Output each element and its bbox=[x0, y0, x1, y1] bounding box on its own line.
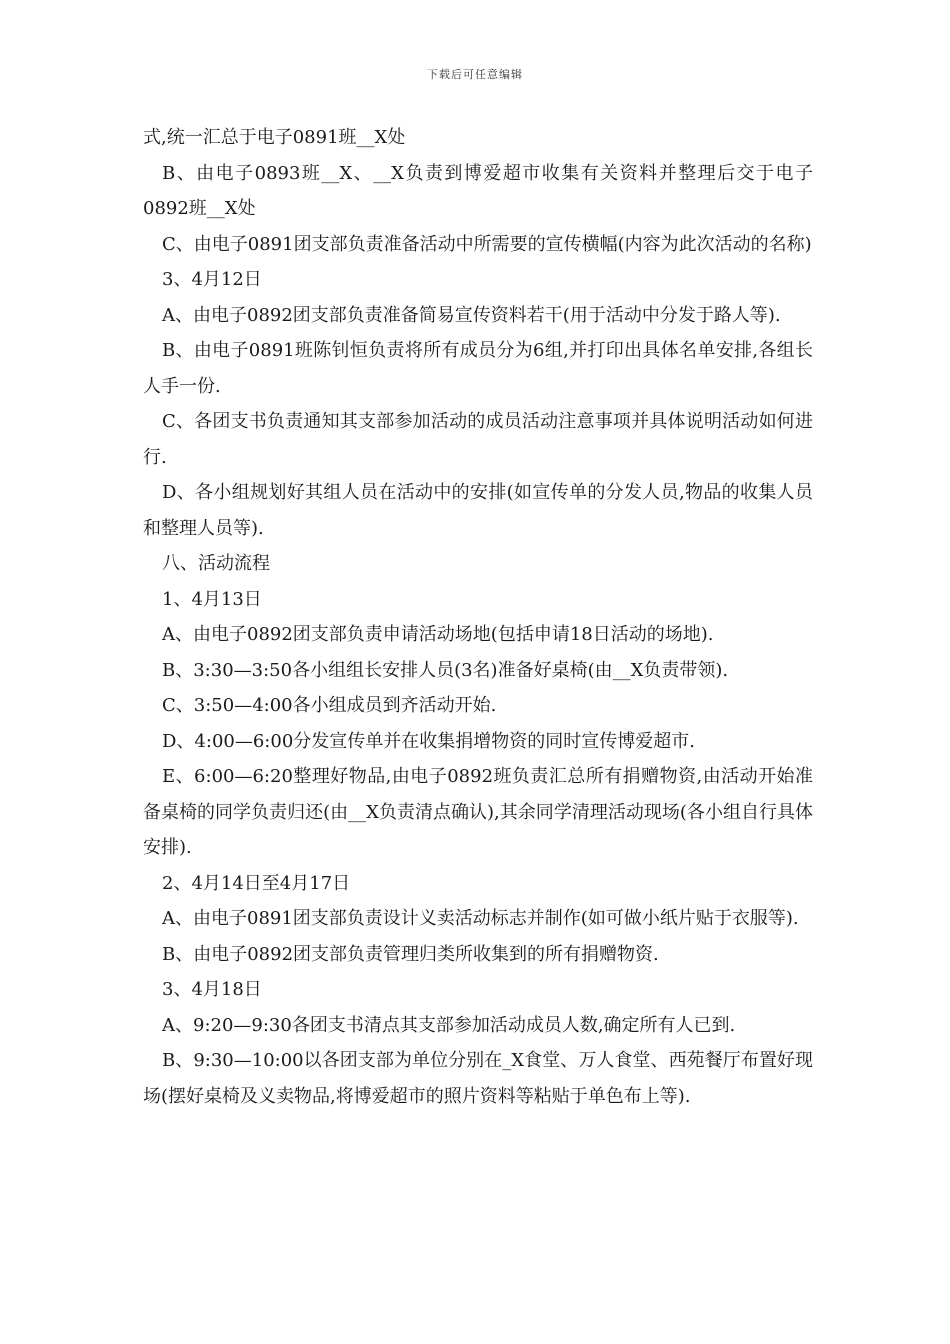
section-heading: 八、活动流程 bbox=[162, 553, 270, 574]
section-heading: 3、4月18日 bbox=[162, 979, 262, 1000]
paragraph: A、由电子0892团支部负责申请活动场地(包括申请18日活动的场地). bbox=[162, 624, 714, 645]
paragraph: 式,统一汇总于电子0891班__X处 bbox=[143, 127, 406, 148]
paragraph: E、6:00—6:20整理好物品,由电子0892班负责汇总所有捐赠物资,由活动开始准备桌椅的同学负责归还(由__X负责清点确认),其余同学清理活动现场(各小组自行具体安排). bbox=[143, 766, 813, 858]
section-heading: 2、4月14日至4月17日 bbox=[162, 872, 351, 894]
paragraph: C、由电子0891团支部负责准备活动中所需要的宣传横幅(内容为此次活动的名称) bbox=[162, 233, 812, 255]
paragraph: B、3:30—3:50各小组组长安排人员(3名)准备好桌椅(由__X负责带领). bbox=[162, 659, 729, 681]
paragraph: B、由电子0893班__X、__X负责到博爱超市收集有关资料并整理后交于电子0892班__X处 bbox=[143, 162, 813, 219]
paragraph: C、各团支书负责通知其支部参加活动的成员活动注意事项并具体说明活动如何进行. bbox=[143, 411, 813, 468]
paragraph: C、3:50—4:00各小组成员到齐活动开始. bbox=[162, 695, 497, 716]
paragraph: B、由电子0892团支部负责管理归类所收集到的所有捐赠物资. bbox=[162, 943, 659, 965]
paragraph: B、由电子0891班陈钊恒负责将所有成员分为6组,并打印出具体名单安排,各组长人手一份. bbox=[143, 340, 813, 397]
section-heading: 1、4月13日 bbox=[162, 588, 262, 610]
paragraph: A、由电子0891团支部负责设计义卖活动标志并制作(如可做小纸片贴于衣服等). bbox=[162, 908, 799, 929]
paragraph: D、各小组规划好其组人员在活动中的安排(如宣传单的分发人员,物品的收集人员和整理人员等). bbox=[143, 482, 813, 539]
paragraph: A、9:20—9:30各团支书清点其支部参加活动成员人数,确定所有人已到. bbox=[162, 1014, 736, 1036]
paragraph: D、4:00—6:00分发宣传单并在收集捐增物资的同时宣传博爱超市. bbox=[162, 730, 695, 752]
page-header: 下载后可任意编辑 bbox=[427, 68, 523, 81]
paragraph: B、9:30—10:00以各团支部为单位分别在_X食堂、万人食堂、西苑餐厅布置好现场(摆好桌椅及义卖物品,将博爱超市的照片资料等粘贴于单色布上等). bbox=[143, 1050, 813, 1107]
paragraph: A、由电子0892团支部负责准备简易宣传资料若干(用于活动中分发于路人等). bbox=[162, 304, 781, 326]
section-heading: 3、4月12日 bbox=[162, 269, 262, 290]
document-body bbox=[143, 120, 813, 1114]
